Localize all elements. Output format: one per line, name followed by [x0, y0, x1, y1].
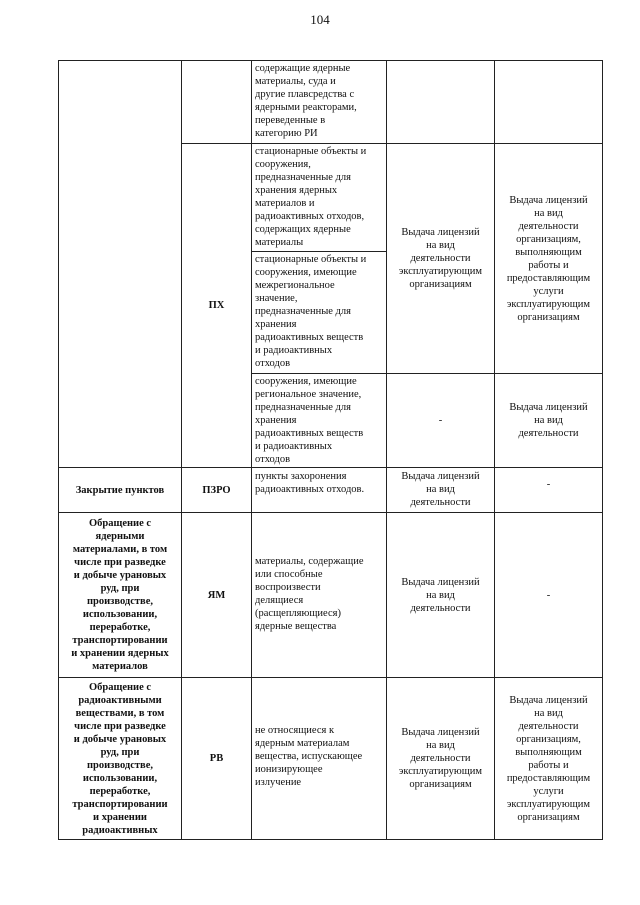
- license-cell-px-contractors: Выдача лицензий на вид деятельности организациям, выполняющим работы и предоставляющим услуги эксплуатирующим организациям: [506, 194, 591, 323]
- license-cell-yam-operators: Выдача лицензий на вид деятельности: [401, 576, 480, 614]
- license-cell-rv-contractors: Выдача лицензий на вид деятельности организациям, выполняющим работы и предоставляющим услуги эксплуатирующим организациям: [506, 694, 591, 823]
- activity-cell-rv: Обращение с радиоактивными веществами, в том числе при разведке и добыче урановых руд, при производстве, использовании, переработке, транспортировании и хранении радиоактивных: [72, 681, 168, 836]
- code-cell-rv: РВ: [209, 753, 224, 764]
- activity-cell-yam: Обращение с ядерными материалами, в том числе при разведке и добыче урановых руд, при производстве, использовании, переработке, транспортировании и хранении ядерных материалов: [71, 518, 169, 672]
- object-cell-ri: содержащие ядерные материалы, суда и другие плавсредства с ядерными реакторами, переведенные в категорию РИ: [255, 63, 357, 139]
- code-cell-px: ПХ: [208, 300, 225, 311]
- object-cell-yam: материалы, содержащие или способные воспроизвести делящиеся (расщепляющиеся) ядерные вещества: [255, 556, 364, 632]
- object-cell-px-b: стационарные объекты и сооружения, имеющие межрегиональное значение, предназначенные для хранения радиоактивных веществ и радиоактивных отходов: [255, 254, 367, 369]
- activity-cell-pzro: Закрытие пунктов: [75, 484, 165, 496]
- license-cell-pzro-contractors: -: [546, 479, 551, 490]
- code-cell-yam: ЯМ: [207, 589, 226, 601]
- license-cell-px-c-operators: -: [438, 415, 443, 426]
- license-cell-yam-contractors: -: [546, 589, 551, 601]
- table-border-top: [58, 60, 603, 61]
- object-cell-rv: не относящиеся к ядерным материалам вещества, испускающее ионизирующее излучение: [255, 725, 363, 788]
- object-cell-pzro: пункты захоронения радиоактивных отходов.: [255, 471, 365, 495]
- table-border-bottom: [58, 839, 603, 840]
- object-cell-px-a: стационарные объекты и сооружения, предназначенные для хранения ядерных материалов и радиоактивных отходов, содержащих ядерные материалы: [255, 146, 367, 248]
- license-cell-px-c-contractors: Выдача лицензий на вид деятельности: [509, 402, 588, 439]
- license-cell-px-operators: Выдача лицензий на вид деятельности эксплуатирующим организациям: [398, 227, 483, 290]
- column-divider: [251, 60, 252, 840]
- row-divider: [251, 251, 386, 252]
- license-cell-pzro-operators: Выдача лицензий на вид деятельности: [401, 471, 480, 508]
- page-number: 104: [310, 12, 330, 27]
- license-cell-rv-operators: Выдача лицензий на вид деятельности эксплуатирующим организациям: [398, 727, 483, 790]
- table-border-right: [602, 60, 603, 840]
- object-cell-px-c: сооружения, имеющие региональное значение, предназначенные для хранения радиоактивных веществ и радиоактивных отходов: [255, 376, 364, 465]
- code-cell-pzro: ПЗРО: [202, 484, 231, 496]
